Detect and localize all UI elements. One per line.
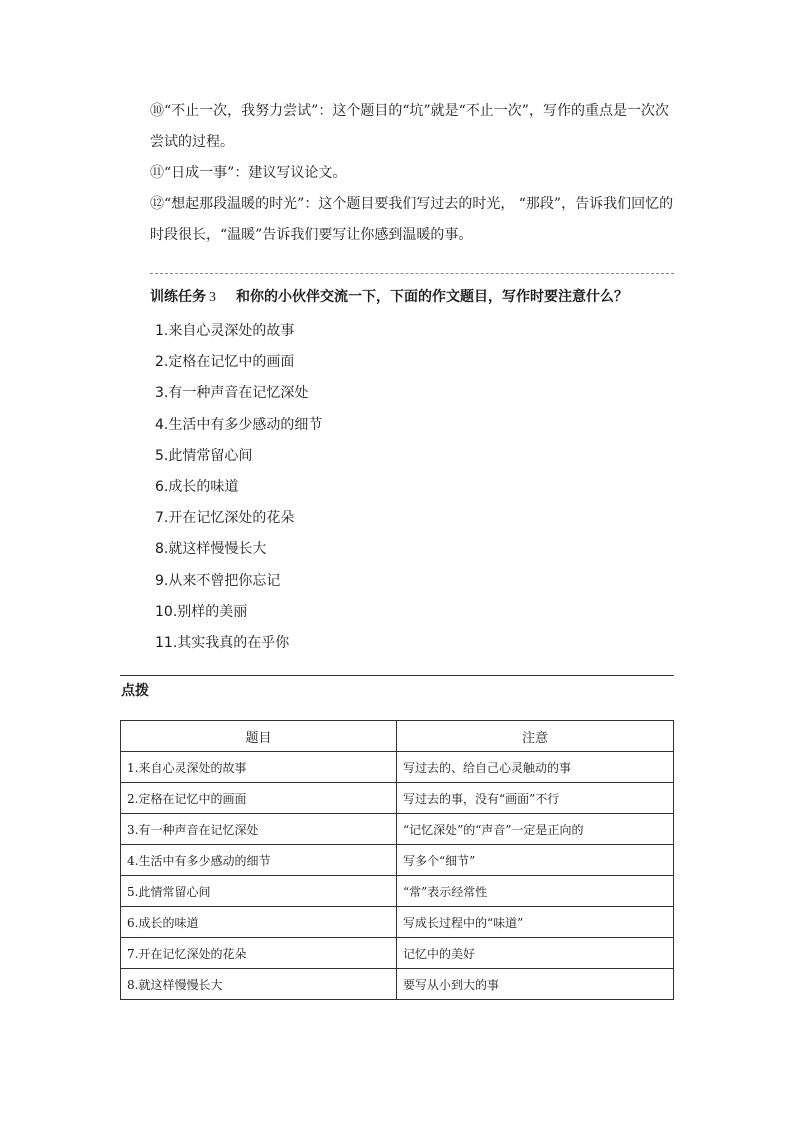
cell-note: 写过去的、给自己心灵触动的事: [397, 752, 674, 783]
task-label: 训练任务: [150, 289, 206, 305]
list-item: 6.成长的味道: [155, 478, 239, 495]
task-prompt: 和你的小伙伴交流一下，下面的作文题目，写作时要注意什么？: [236, 289, 628, 305]
header-note: 注意: [397, 721, 674, 752]
cell-note: 写成长过程中的“味道”: [397, 907, 674, 938]
cell-note: 要写从小到大的事: [397, 969, 674, 1000]
list-item: 1.来自心灵深处的故事: [155, 323, 295, 339]
table-header-row: [121, 721, 674, 752]
list-item: 5.此情常留心间: [155, 447, 253, 464]
table-row: [121, 938, 674, 969]
intro-paragraph-11: ⑪“日成一事”：建议写议论文。: [150, 165, 347, 181]
header-topic: 题目: [121, 721, 397, 752]
list-item: 7.开在记忆深处的花朵: [155, 510, 295, 527]
table-row: [121, 752, 674, 783]
cell-note: 记忆中的美好: [397, 938, 674, 969]
list-item: 10.别样的美丽: [155, 603, 248, 620]
table-row: [121, 876, 674, 907]
hint-label: 点拨: [121, 683, 149, 699]
intro-paragraph-12: ⑫“想起那段温暖的时光”：这个题目要我们写过去的时光， “那段”，告诉我们回忆的时段很长，“温暖”告诉我们要写让你感到温暖的事。: [150, 196, 674, 243]
list-item: 4.生活中有多少感动的细节: [155, 416, 323, 433]
cell-topic: 8.就这样慢慢长大: [121, 969, 397, 1000]
task-heading: [150, 286, 680, 306]
dashed-divider: [150, 273, 674, 274]
cell-note: 写过去的事，没有“画面”不行: [397, 783, 674, 814]
list-item: 3.有一种声音在记忆深处: [155, 385, 309, 402]
table-row: [121, 907, 674, 938]
cell-topic: 3.有一种声音在记忆深处: [121, 814, 397, 845]
solid-divider: [120, 675, 674, 676]
table-row: [121, 969, 674, 1000]
cell-note: “记忆深处”的“声音”一定是正向的: [397, 814, 674, 845]
topic-list: [155, 316, 322, 659]
intro-paragraph-10: ⑩“不止一次，我努力尝试”：这个题目的“坑”就是“不止一次”，写作的重点是一次次尝试的过程。: [150, 103, 669, 150]
cell-topic: 4.生活中有多少感动的细节: [121, 845, 397, 876]
intro-section: [150, 96, 675, 251]
cell-topic: 6.成长的味道: [121, 907, 397, 938]
table-row: [121, 814, 674, 845]
list-item: 11.其实我真的在乎你: [155, 634, 290, 651]
table-row: [121, 783, 674, 814]
task-number: 3: [209, 290, 216, 305]
list-item: 8.就这样慢慢长大: [155, 541, 267, 558]
cell-topic: 2.定格在记忆中的画面: [121, 783, 397, 814]
cell-topic: 1.来自心灵深处的故事: [121, 752, 397, 783]
cell-note: 写多个“细节”: [397, 845, 674, 876]
cell-topic: 7.开在记忆深处的花朵: [121, 938, 397, 969]
cell-note: “常”表示经常性: [397, 876, 674, 907]
table-row: [121, 845, 674, 876]
cell-topic: 5.此情常留心间: [121, 876, 397, 907]
list-item: 2.定格在记忆中的画面: [155, 354, 295, 371]
list-item: 9.从来不曾把你忘记: [155, 572, 281, 589]
notes-table: [120, 720, 674, 1000]
